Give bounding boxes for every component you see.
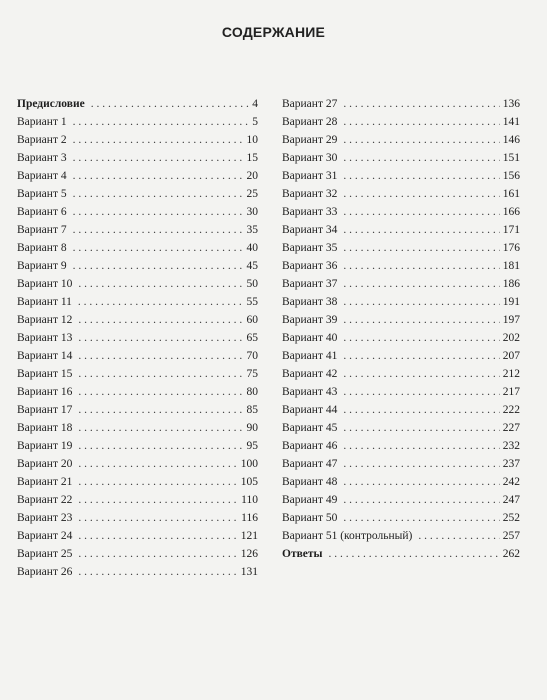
toc-entry (282, 167, 520, 185)
toc-entry-label: Вариант 25 (17, 548, 73, 560)
toc-entry-label: Вариант 16 (17, 386, 73, 398)
dot-leader (343, 419, 499, 437)
dot-leader (343, 113, 499, 131)
toc-entry-page: 90 (246, 422, 258, 434)
dot-leader (78, 437, 243, 455)
toc-entry-page: 207 (502, 350, 520, 362)
toc-entry (17, 455, 258, 473)
toc-entry-label: Вариант 32 (282, 188, 338, 200)
toc-entry (282, 149, 520, 167)
toc-entry-page: 116 (241, 512, 258, 524)
toc-entry (282, 113, 520, 131)
toc-entry (282, 293, 520, 311)
toc-entry (282, 545, 520, 563)
toc-entry-label: Вариант 23 (17, 512, 73, 524)
dot-leader (78, 419, 243, 437)
toc-entry (282, 401, 520, 419)
toc-entry-page: 252 (502, 512, 520, 524)
dot-leader (343, 293, 499, 311)
toc-entry-page: 105 (240, 476, 258, 488)
toc-entry-page: 75 (246, 368, 258, 380)
toc-entry (282, 365, 520, 383)
toc-entry (17, 185, 258, 203)
dot-leader (78, 545, 237, 563)
toc-entry (17, 527, 258, 545)
toc-entry-label: Вариант 49 (282, 494, 338, 506)
toc-entry-page: 257 (502, 530, 520, 542)
toc-entry-label: Вариант 47 (282, 458, 338, 470)
toc-entry-page: 80 (246, 386, 258, 398)
toc-entry-page: 126 (240, 548, 258, 560)
toc-entry-page: 65 (246, 332, 258, 344)
dot-leader (73, 257, 244, 275)
toc-entry (282, 95, 520, 113)
toc-entry (17, 239, 258, 257)
dot-leader (73, 221, 244, 239)
toc-entry-label: Вариант 43 (282, 386, 338, 398)
toc-entry (17, 131, 258, 149)
toc-entry-page: 100 (240, 458, 258, 470)
toc-entry (282, 383, 520, 401)
dot-leader (343, 329, 499, 347)
toc-entry-page: 4 (252, 98, 258, 110)
dot-leader (343, 221, 499, 239)
dot-leader (343, 311, 499, 329)
toc-entry-label: Ответы (282, 548, 323, 560)
toc-entry (17, 419, 258, 437)
toc-entry-label: Вариант 17 (17, 404, 73, 416)
dot-leader (73, 149, 244, 167)
dot-leader (343, 239, 499, 257)
toc-entry-label: Вариант 42 (282, 368, 338, 380)
toc-entry-page: 242 (502, 476, 520, 488)
toc-entry (282, 185, 520, 203)
toc-entry-page: 136 (502, 98, 520, 110)
toc-entry (17, 95, 258, 113)
toc-entry-page: 60 (246, 314, 258, 326)
dot-leader (78, 473, 237, 491)
toc-entry-label: Вариант 1 (17, 116, 67, 128)
toc-entry (17, 347, 258, 365)
toc-entry-page: 186 (502, 278, 520, 290)
toc-entry (17, 383, 258, 401)
dot-leader (343, 455, 499, 473)
toc-entry (17, 509, 258, 527)
toc-entry-page: 181 (502, 260, 520, 272)
toc-entry (17, 257, 258, 275)
dot-leader (78, 509, 238, 527)
toc-entry-page: 262 (502, 548, 520, 560)
toc-entry-label: Вариант 22 (17, 494, 73, 506)
toc-entry (282, 473, 520, 491)
toc-entry-label: Вариант 3 (17, 152, 67, 164)
toc-entry-label: Вариант 29 (282, 134, 338, 146)
dot-leader (73, 167, 244, 185)
toc-entry-page: 110 (241, 494, 258, 506)
toc-entry-label: Вариант 15 (17, 368, 73, 380)
toc-entry-label: Вариант 18 (17, 422, 73, 434)
dot-leader (343, 383, 499, 401)
toc-entry-page: 176 (502, 242, 520, 254)
toc-entry (17, 329, 258, 347)
toc-entry (282, 509, 520, 527)
toc-entry (282, 131, 520, 149)
dot-leader (343, 491, 499, 509)
toc-entry-label: Вариант 28 (282, 116, 338, 128)
toc-entry-page: 156 (502, 170, 520, 182)
toc-entry-label: Вариант 46 (282, 440, 338, 452)
toc-entry-page: 166 (502, 206, 520, 218)
toc-entry-label: Вариант 34 (282, 224, 338, 236)
toc-entry (282, 311, 520, 329)
toc-entry (282, 221, 520, 239)
toc-entry (17, 545, 258, 563)
toc-entry-page: 20 (246, 170, 258, 182)
toc-entry-page: 202 (502, 332, 520, 344)
toc-entry (17, 167, 258, 185)
toc-entry-page: 212 (502, 368, 520, 380)
toc-entry-page: 237 (502, 458, 520, 470)
page-title: СОДЕРЖАНИЕ (221, 24, 326, 40)
dot-leader (73, 185, 244, 203)
toc-entry (282, 419, 520, 437)
toc-entry (17, 275, 258, 293)
toc-entry-page: 232 (502, 440, 520, 452)
toc-entry-label: Вариант 4 (17, 170, 67, 182)
toc-entry-label: Вариант 7 (17, 224, 67, 236)
toc-entry-page: 227 (502, 422, 520, 434)
toc-entry-label: Вариант 45 (282, 422, 338, 434)
toc-entry (17, 401, 258, 419)
dot-leader (343, 167, 499, 185)
toc-entry (17, 311, 258, 329)
dot-leader (78, 347, 243, 365)
toc-entry (282, 455, 520, 473)
dot-leader (343, 95, 499, 113)
toc-entry (282, 347, 520, 365)
toc-entry (17, 563, 258, 581)
toc-entry (282, 491, 520, 509)
toc-entry-label: Вариант 6 (17, 206, 67, 218)
dot-leader (343, 149, 499, 167)
toc-entry (17, 491, 258, 509)
dot-leader (78, 491, 238, 509)
dot-leader (343, 185, 499, 203)
dot-leader (343, 365, 499, 383)
dot-leader (78, 455, 237, 473)
toc-entry-label: Вариант 14 (17, 350, 73, 362)
toc-entry-label: Вариант 48 (282, 476, 338, 488)
dot-leader (78, 401, 243, 419)
toc-entry (282, 527, 520, 545)
toc-entry-label: Вариант 9 (17, 260, 67, 272)
toc-entry-label: Вариант 10 (17, 278, 73, 290)
toc-entry-page: 50 (246, 278, 258, 290)
toc-entry-label: Вариант 41 (282, 350, 338, 362)
toc-right-column (282, 95, 520, 563)
dot-leader (78, 293, 244, 311)
toc-entry-label: Вариант 5 (17, 188, 67, 200)
toc-entry-page: 70 (246, 350, 258, 362)
toc-entry (282, 437, 520, 455)
dot-leader (73, 203, 244, 221)
dot-leader (343, 131, 499, 149)
dot-leader (78, 527, 237, 545)
toc-entry-label: Вариант 11 (17, 296, 72, 308)
toc-entry-page: 217 (502, 386, 520, 398)
dot-leader (343, 347, 499, 365)
dot-leader (343, 257, 499, 275)
toc-entry-label: Предисловие (17, 98, 85, 110)
dot-leader (329, 545, 500, 563)
dot-leader (343, 275, 499, 293)
toc-entry-label: Вариант 31 (282, 170, 338, 182)
toc-entry (17, 473, 258, 491)
toc-entry-label: Вариант 51 (контрольный) (282, 530, 413, 542)
toc-entry-page: 171 (502, 224, 520, 236)
toc-entry-page: 95 (246, 440, 258, 452)
dot-leader (343, 203, 499, 221)
toc-entry-label: Вариант 20 (17, 458, 73, 470)
toc-entry-label: Вариант 39 (282, 314, 338, 326)
toc-entry-page: 131 (240, 566, 258, 578)
toc-left-column (17, 95, 258, 581)
toc-entry-label: Вариант 12 (17, 314, 73, 326)
toc-entry-page: 121 (240, 530, 258, 542)
toc-entry-label: Вариант 26 (17, 566, 73, 578)
toc-entry-label: Вариант 35 (282, 242, 338, 254)
toc-entry-page: 141 (502, 116, 520, 128)
toc-entry (282, 203, 520, 221)
toc-entry-page: 25 (246, 188, 258, 200)
toc-entry (282, 239, 520, 257)
dot-leader (418, 527, 499, 545)
toc-entry (17, 437, 258, 455)
toc-entry-label: Вариант 37 (282, 278, 338, 290)
toc-entry-page: 197 (502, 314, 520, 326)
toc-entry (282, 257, 520, 275)
toc-entry-page: 85 (246, 404, 258, 416)
toc-entry (282, 329, 520, 347)
toc-entry-label: Вариант 21 (17, 476, 73, 488)
toc-entry-label: Вариант 27 (282, 98, 338, 110)
dot-leader (91, 95, 250, 113)
toc-entry-page: 55 (246, 296, 258, 308)
toc-entry (17, 365, 258, 383)
dot-leader (343, 473, 499, 491)
dot-leader (73, 131, 244, 149)
toc-entry (17, 149, 258, 167)
dot-leader (78, 365, 243, 383)
dot-leader (343, 437, 499, 455)
toc-entry-page: 10 (246, 134, 258, 146)
toc-entry-label: Вариант 24 (17, 530, 73, 542)
toc-entry-page: 161 (502, 188, 520, 200)
dot-leader (343, 401, 499, 419)
toc-entry (17, 293, 258, 311)
toc-entry-page: 15 (246, 152, 258, 164)
toc-entry (282, 275, 520, 293)
toc-entry-page: 40 (246, 242, 258, 254)
toc-entry-label: Вариант 30 (282, 152, 338, 164)
toc-entry (17, 221, 258, 239)
dot-leader (343, 509, 499, 527)
toc-entry (17, 203, 258, 221)
dot-leader (73, 113, 250, 131)
toc-entry-page: 191 (502, 296, 520, 308)
toc-entry-page: 247 (502, 494, 520, 506)
dot-leader (78, 383, 243, 401)
toc-entry-label: Вариант 40 (282, 332, 338, 344)
toc-entry-label: Вариант 38 (282, 296, 338, 308)
toc-entry-page: 222 (502, 404, 520, 416)
dot-leader (78, 275, 243, 293)
toc-entry-label: Вариант 44 (282, 404, 338, 416)
toc-entry-label: Вариант 50 (282, 512, 338, 524)
dot-leader (78, 311, 243, 329)
toc-entry-label: Вариант 2 (17, 134, 67, 146)
toc-entry-label: Вариант 19 (17, 440, 73, 452)
toc-entry-page: 35 (246, 224, 258, 236)
toc-entry (17, 113, 258, 131)
dot-leader (78, 563, 237, 581)
dot-leader (78, 329, 243, 347)
toc-entry-page: 30 (246, 206, 258, 218)
dot-leader (73, 239, 244, 257)
toc-entry-page: 151 (502, 152, 520, 164)
toc-entry-page: 45 (246, 260, 258, 272)
toc-entry-label: Вариант 36 (282, 260, 338, 272)
toc-entry-label: Вариант 33 (282, 206, 338, 218)
toc-entry-label: Вариант 13 (17, 332, 73, 344)
toc-entry-page: 5 (252, 116, 258, 128)
toc-entry-page: 146 (502, 134, 520, 146)
toc-entry-label: Вариант 8 (17, 242, 67, 254)
